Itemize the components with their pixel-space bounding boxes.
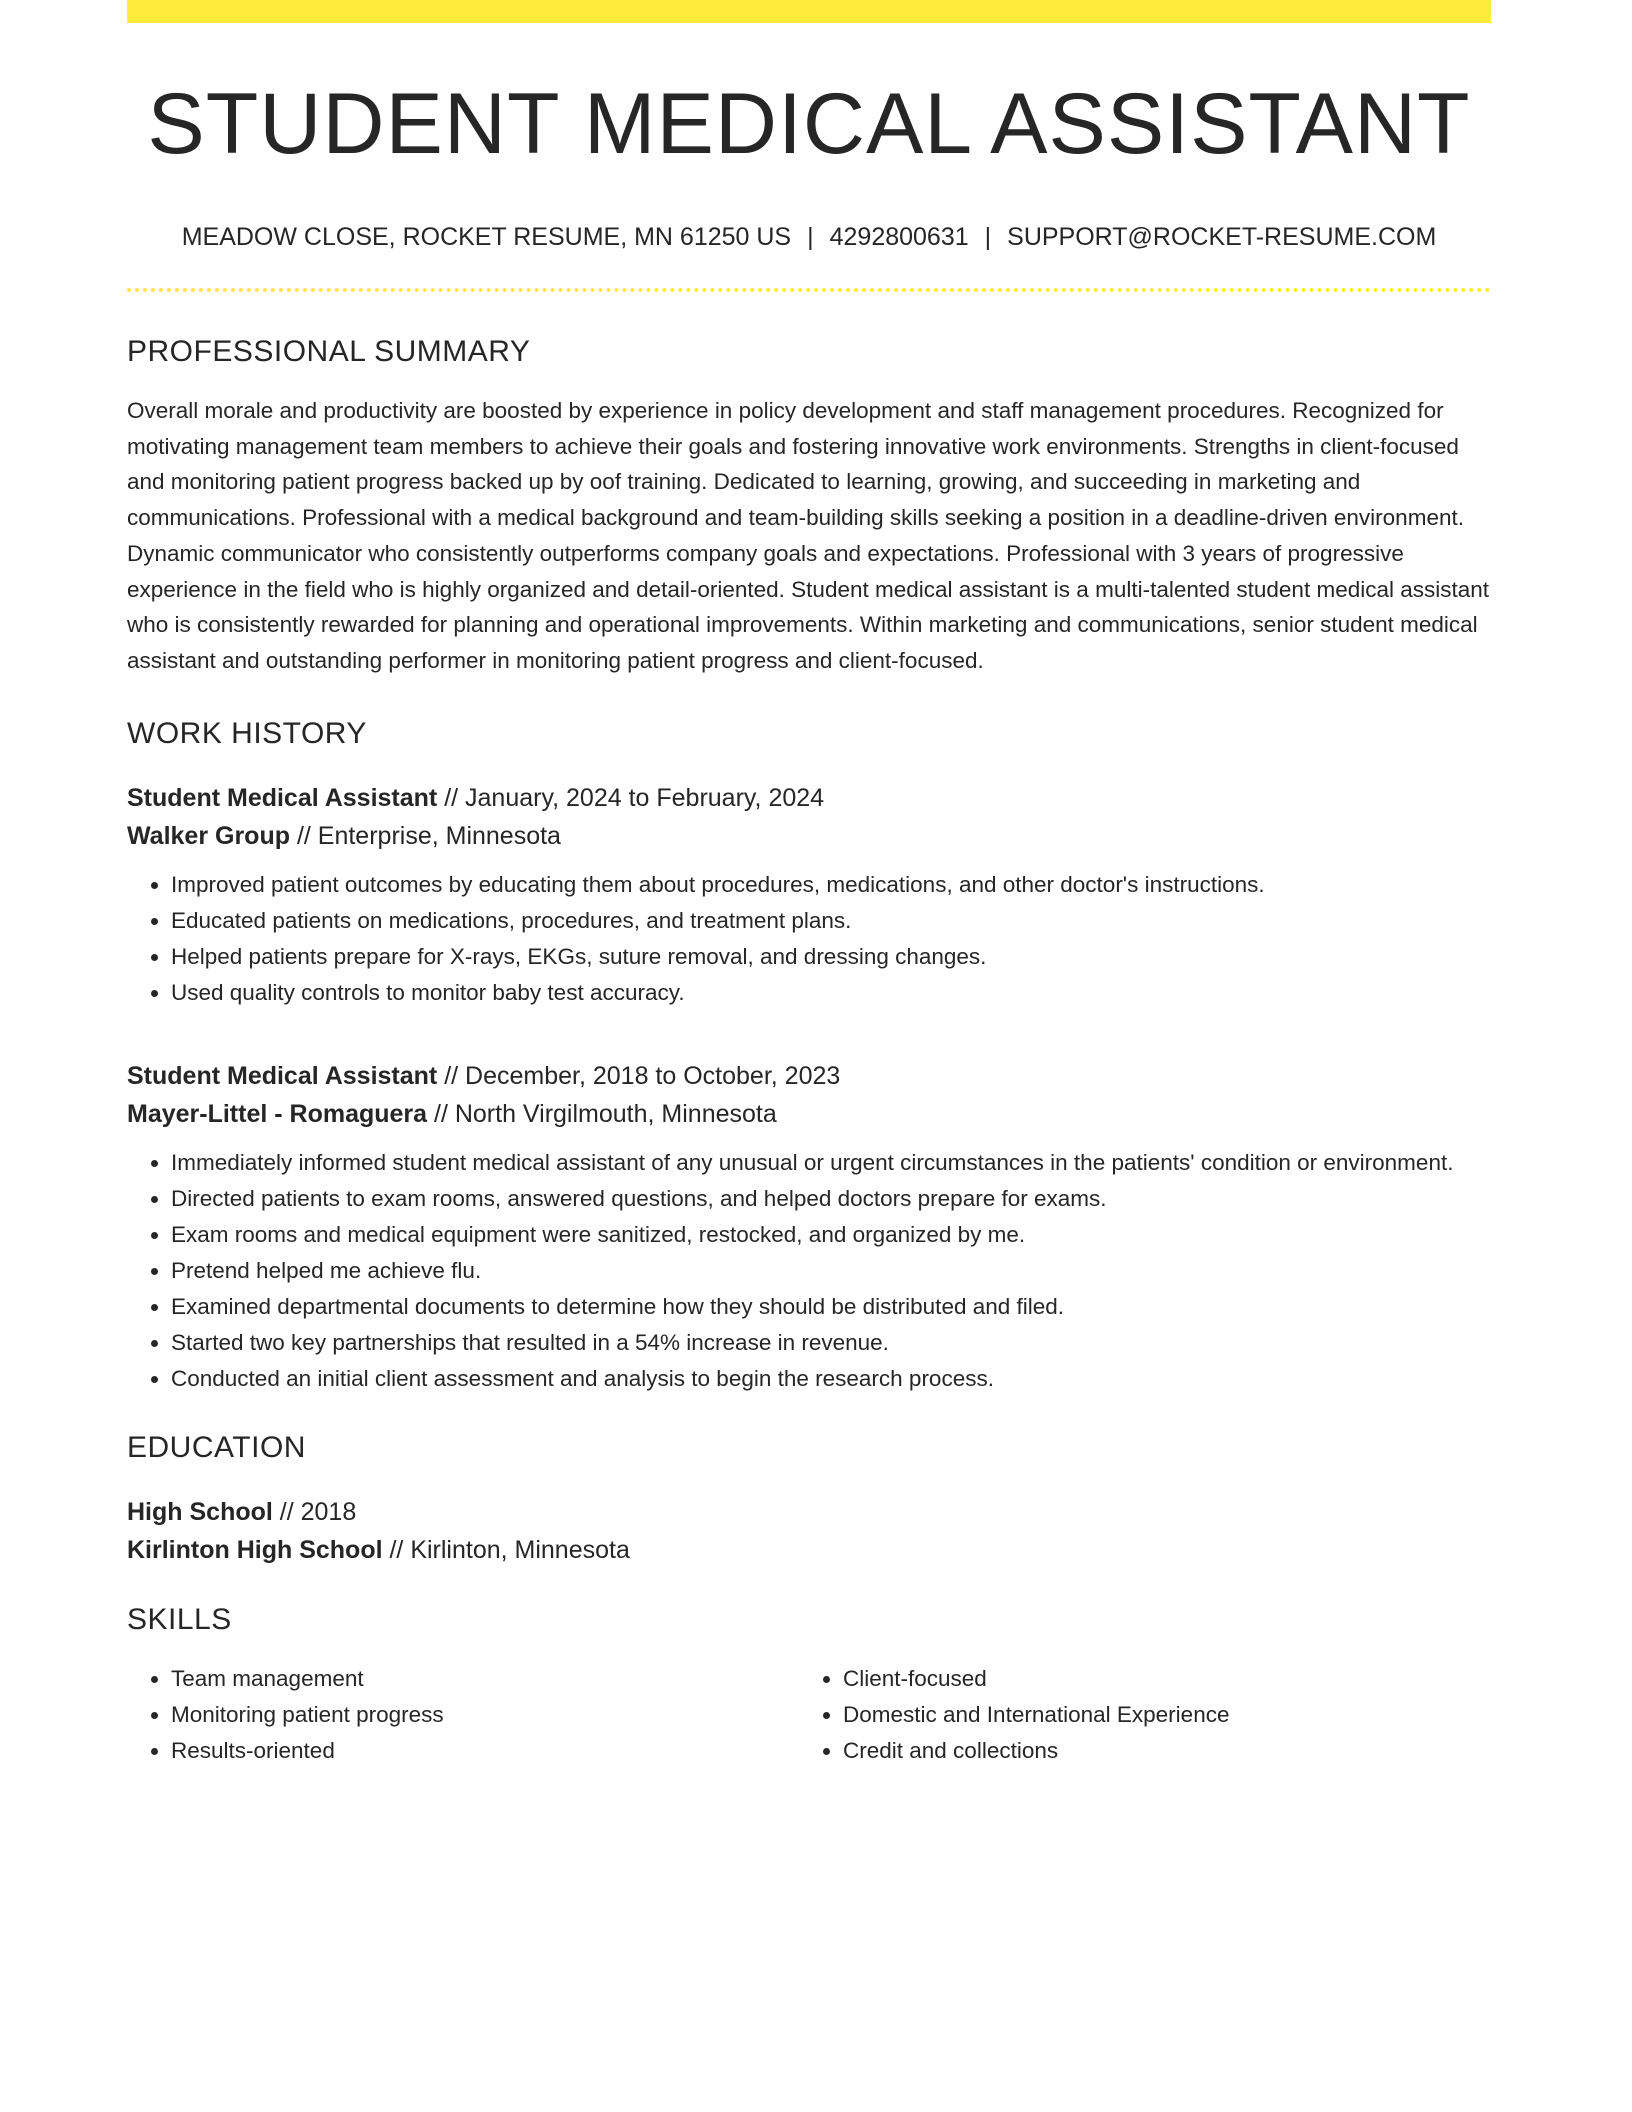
education-school: Kirlinton High School xyxy=(127,1535,383,1564)
job-bullets xyxy=(127,1145,1491,1397)
skill-item: • Results-oriented xyxy=(171,1733,799,1769)
work-history-heading: WORK HISTORY xyxy=(127,716,367,750)
bullet-item: • Pretend helped me achieve flu. xyxy=(171,1253,1491,1289)
job-company: Walker Group xyxy=(127,821,290,850)
header-divider xyxy=(127,288,1491,292)
job-dates: // December, 2018 to October, 2023 xyxy=(437,1061,841,1090)
skills-left-list xyxy=(127,1661,799,1769)
bullet-item: • Exam rooms and medical equipment were sanitized, restocked, and organized by me. xyxy=(171,1217,1491,1253)
skill-item: • Credit and collections xyxy=(843,1733,1471,1769)
job-title-line xyxy=(127,1057,1491,1095)
job-company-line xyxy=(127,817,1491,855)
skill-item: • Team management xyxy=(171,1661,799,1697)
resume-page xyxy=(127,0,1491,1769)
education-degree: High School xyxy=(127,1497,273,1526)
job-location: // North Virgilmouth, Minnesota xyxy=(427,1099,777,1128)
job-entry xyxy=(127,1057,1491,1397)
job-company-line xyxy=(127,1095,1491,1133)
education-heading: EDUCATION xyxy=(127,1430,306,1464)
education-entry xyxy=(127,1493,1491,1569)
skills-right-list xyxy=(799,1661,1471,1769)
skills-heading: SKILLS xyxy=(127,1602,232,1636)
summary-heading: PROFESSIONAL SUMMARY xyxy=(127,335,531,368)
skill-item: • Monitoring patient progress xyxy=(171,1697,799,1733)
education-location: // Kirlinton, Minnesota xyxy=(382,1535,630,1564)
job-location: // Enterprise, Minnesota xyxy=(290,821,561,850)
skill-item: • Domestic and International Experience xyxy=(843,1697,1471,1733)
contact-separator: | xyxy=(984,223,992,251)
contact-email: SUPPORT@ROCKET-RESUME.COM xyxy=(1007,223,1437,251)
contact-line xyxy=(127,225,1491,250)
skill-item: • Client-focused xyxy=(843,1661,1471,1697)
job-entry xyxy=(127,779,1491,1011)
job-role: Student Medical Assistant xyxy=(127,783,438,812)
contact-separator: | xyxy=(807,223,814,251)
bullet-item: • Educated patients on medications, procedures, and treatment plans. xyxy=(171,903,1491,939)
bullet-item: • Used quality controls to monitor baby test accuracy. xyxy=(171,975,1491,1011)
education-year: // 2018 xyxy=(272,1497,357,1526)
bullet-item: • Immediately informed student medical assistant of any unusual or urgent circumstances in the patients' condition or environment. xyxy=(171,1145,1491,1181)
bullet-item: • Started two key partnerships that resulted in a 54% increase in revenue. xyxy=(171,1325,1491,1361)
bullet-item: • Improved patient outcomes by educating them about procedures, medications, and other doctor's instructions. xyxy=(171,867,1491,903)
job-role: Student Medical Assistant xyxy=(127,1061,438,1090)
summary-text: Overall morale and productivity are boosted by experience in policy development and staff management procedures. Recognized for motivating management team members to achieve their goals and fostering innovative work environments. Strengths in client-focused and monitoring patient progress backed up by oof training. Dedicated to learning, growing, and succeeding in marketing and communications. Professional with a medical background and team-building skills seeking a position in a deadline-driven environment. Dynamic communicator who consistently outperforms company goals and expectations. Professional with 3 years of progressive experience in the field who is highly organized and detail-oriented. Student medical assistant is a multi-talented student medical assistant who is consistently rewarded for planning and operational improvements. Within marketing and communications, senior student medical assistant and outstanding performer in monitoring patient progress and client-focused. xyxy=(127,398,1490,673)
education-degree-line xyxy=(127,1493,1491,1531)
job-title-line xyxy=(127,779,1491,817)
resume-name: STUDENT MEDICAL ASSISTANT xyxy=(147,76,1471,172)
contact-address: MEADOW CLOSE, ROCKET RESUME, MN 61250 US xyxy=(181,223,792,251)
bullet-item: • Conducted an initial client assessment and analysis to begin the research process. xyxy=(171,1361,1491,1397)
skills-columns xyxy=(127,1661,1491,1769)
bullet-item: • Helped patients prepare for X-rays, EKGs, suture removal, and dressing changes. xyxy=(171,939,1491,975)
top-accent-bar xyxy=(127,0,1491,23)
job-dates: // January, 2024 to February, 2024 xyxy=(437,783,825,812)
contact-phone: 4292800631 xyxy=(829,223,969,251)
bullet-item: • Directed patients to exam rooms, answered questions, and helped doctors prepare for exams. xyxy=(171,1181,1491,1217)
job-bullets xyxy=(127,867,1491,1011)
bullet-item: • Examined departmental documents to determine how they should be distributed and filed. xyxy=(171,1289,1491,1325)
job-company: Mayer-Littel - Romaguera xyxy=(127,1099,428,1128)
education-school-line xyxy=(127,1531,1491,1569)
